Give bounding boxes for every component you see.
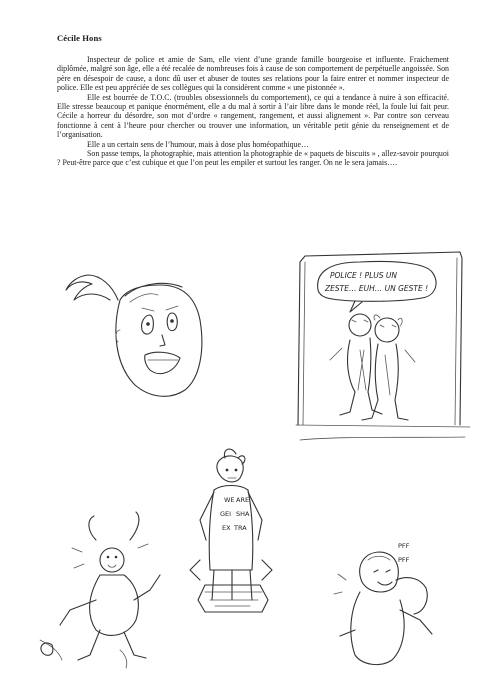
- paragraph-humour: Elle a un certain sens de l’humour, mais à dose plus homéopathique…: [87, 139, 309, 149]
- page-title: Cécile Hons: [57, 33, 102, 43]
- tshirt-text-1: WE: [224, 496, 235, 504]
- sound-effect-1: PFF: [398, 542, 410, 550]
- tshirt-text-6: TRA: [234, 524, 247, 532]
- speech-bubble-line-1: POLICE ! PLUS UN: [330, 271, 398, 280]
- tshirt-text-3: GEI: [220, 510, 232, 518]
- sound-effect-2: PFF: [398, 556, 410, 564]
- tshirt-text-4: SHA: [236, 510, 250, 518]
- paragraph-hobby: Son passe temps, la photographie, mais attention la photographie de « paquets de biscuits » , allez-savoir pourquoi ? Peut-être parce que c’est cubique et que l’on peut les empiler et surtout les ranger. On ne le sera jamais….: [57, 149, 449, 168]
- tshirt-text-2: ARE: [236, 496, 250, 504]
- speech-bubble-line-2: ZESTE… EUH… UN GESTE !: [325, 284, 429, 293]
- paragraph-toc: Elle est bourrée de T.O.C. (troubles obsessionnels du comportement), ce qui a tendance à nuire à son efficacité. Elle stresse beaucoup et panique énormément, elle a du mal à sortir à l’air libre dans le monde réel, la foule lui fait peur. Cécile a horreur du désordre, son mot d’ordre « rangement, rangement, et aussi alignement ». Par contre son cerveau fonctionne à cent à l’heure pour chercher ou trouver une information, un véritable petit génie du renseignement et de l’organisation.: [57, 92, 449, 140]
- paragraph-intro: Inspecteur de police et amie de Sam, elle vient d’une grande famille bourgeoise et influente. Fraichement diplômée, malgré son âge, elle a été recalée de nombreuses fois à cause de son comportement de perpétuelle angoissée. Son père en désespoir de cause, a donc dû user et abuser de toutes ses relations pour la faire entrer et nommer inspecteur de police. Elle est peu appréciée de ses collègues qui la considèrent comme « une pistonnée ».: [57, 55, 449, 93]
- tshirt-text-5: EX: [222, 524, 231, 532]
